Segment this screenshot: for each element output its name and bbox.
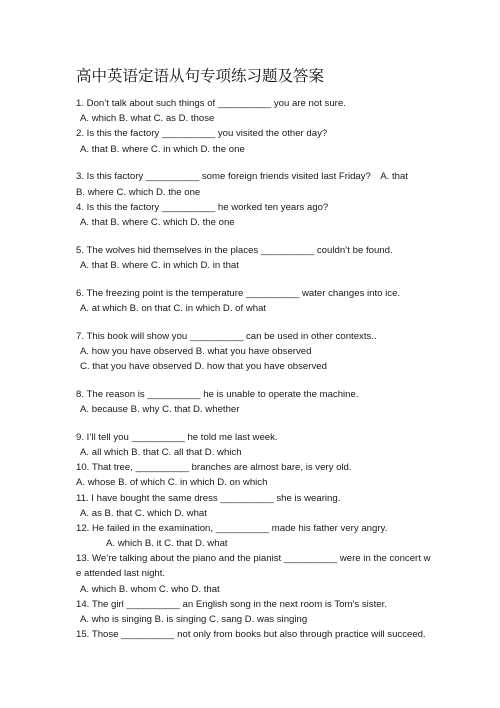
answer-options: A. which B. it C. that D. what [106,538,228,550]
answer-options: A. how you have observed B. what you have observed [80,345,312,357]
answer-options: A. that B. where C. in which D. the one [80,143,245,155]
question-stem: 11. I have bought the same dress __________ she is wearing. [76,492,341,504]
answer-options: A. who is singing B. is singing C. sang D. was singing [80,614,308,625]
answer-options: A. whose B. of which C. in which D. on which [76,477,268,489]
answer-options: A. which B. whom C. who D. that [80,583,220,595]
answer-options: A. as B. that C. which D. what [80,507,207,519]
answer-options: C. that you have observed D. how that you have observed [80,361,327,372]
question-stem: 4. Is this the factory __________ he worked ten years ago? [76,201,329,213]
answer-options: A. that B. where C. in which D. in that [80,259,239,271]
question-stem: 14. The girl __________ an English song in the next room is Tom’s sister. [76,598,387,610]
question-stem: 5. The wolves hid themselves in the places __________ couldn’t be found. [76,244,393,256]
question-stem: 1. Don’t talk about such things of __________ you are not sure. [76,98,346,109]
answer-option-a: A. that [380,171,408,183]
answer-options: A. all which B. that C. all that D. which [80,446,242,458]
question-stem: 15. Those __________ not only from books but also through practice will succeed. [76,629,426,641]
question-stem: 12. He failed in the examination, __________ made his father very angry. [76,522,388,534]
question-stem: 2. Is this the factory __________ you visited the other day? [76,128,328,140]
question-row [76,169,408,184]
question-stem: 10. That tree, __________ branches are almost bare, is very old. [76,462,352,474]
document-title: 高中英语定语从句专项练习题及答案 [76,67,325,85]
question-stem: 13. We’re talking about the piano and the pianist __________ were in the concert w [76,553,431,565]
question-stem: 9. I’ll tell you __________ he told me last week. [76,431,278,443]
answer-options: A. because B. why C. that D. whether [80,403,240,415]
answer-options: A. at which B. on that C. in which D. of what [80,302,267,314]
question-stem: 7. This book will show you __________ can be used in other contexts.. [76,330,377,342]
answer-options: B. where C. which D. the one [76,186,201,198]
question-stem: 6. The freezing point is the temperature __________ water changes into ice. [76,287,401,299]
question-list [76,96,480,642]
answer-options: A. which B. what C. as D. those [80,113,215,125]
question-stem: 8. The reason is __________ he is unable to operate the machine. [76,388,359,400]
question-stem-continued: e attended last night. [76,568,166,580]
question-stem: 3. Is this factory __________ some foreign friends visited last Friday? [76,171,371,183]
answer-options: A. that B. where C. which D. the one [80,216,235,228]
